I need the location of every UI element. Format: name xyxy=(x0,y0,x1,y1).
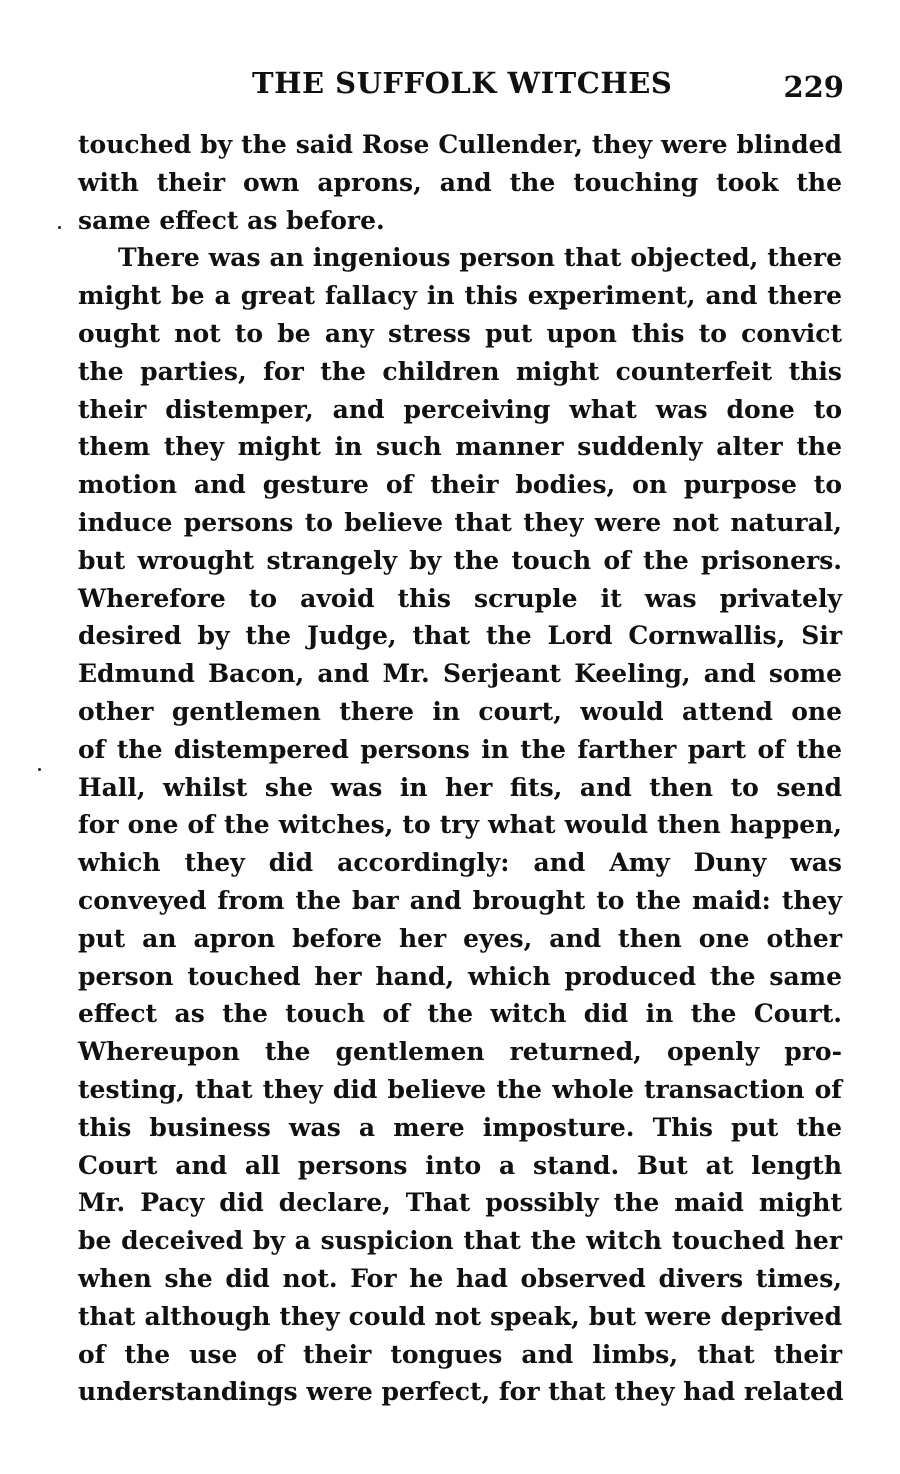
text-line: this business was a mere imposture. This put the xyxy=(78,1112,842,1142)
text-line: person touched her hand, which produced the same xyxy=(78,961,842,991)
text-line: when she did not. For he had observed divers times, xyxy=(78,1263,842,1293)
text-line: conveyed from the bar and brought to the maid: they xyxy=(78,885,842,915)
text-line: the parties, for the children might counterfeit this xyxy=(78,356,842,386)
text-line: put an apron before her eyes, and then one other xyxy=(78,923,842,953)
text-line: their distemper, and perceiving what was done to xyxy=(78,394,842,424)
text-line: might be a great fallacy in this experiment, and there xyxy=(78,281,842,311)
text-line: motion and gesture of their bodies, on purpose to xyxy=(78,470,842,500)
text-line: touched by the said Rose Cullender, they were blinded xyxy=(78,130,842,159)
text-line: Court and all persons into a stand. But at length xyxy=(78,1150,842,1180)
text-line: for one of the witches, to try what would then happen, xyxy=(78,810,842,840)
page-header xyxy=(76,60,844,106)
text-line: same effect as before. xyxy=(78,205,385,235)
text-line: them they might in such manner suddenly alter the xyxy=(78,432,842,462)
text-line: which they did accordingly: and Amy Duny was xyxy=(78,848,842,878)
text-line: that although they could not speak, but were deprived xyxy=(78,1301,842,1331)
stray-ink-mark xyxy=(58,226,61,229)
text-line: other gentlemen there in court, would attend one xyxy=(78,696,842,726)
text-line: ought not to be any stress put upon this to convict xyxy=(78,318,842,348)
text-line: There was an ingenious person that objected, there xyxy=(118,243,842,273)
text-line: testing, that they did believe the whole transaction of xyxy=(78,1074,842,1104)
text-line: effect as the touch of the witch did in the Court. xyxy=(78,999,842,1029)
text-line: Wherefore to avoid this scruple it was privately xyxy=(78,583,842,613)
text-line: but wrought strangely by the touch of the prisoners. xyxy=(78,545,842,575)
text-line: of the distempered persons in the farther part of the xyxy=(78,734,842,764)
body-text xyxy=(78,126,842,1411)
text-line: Mr. Pacy did declare, That possibly the maid might xyxy=(78,1188,842,1218)
text-line: induce persons to believe that they were not natural, xyxy=(78,507,842,537)
text-line: desired by the Judge, that the Lord Cornwallis, Sir xyxy=(78,621,842,651)
text-line: Hall, whilst she was in her fits, and then to send xyxy=(78,772,842,802)
text-line: be deceived by a suspicion that the witch touched her xyxy=(78,1226,842,1256)
running-head: THE SUFFOLK WITCHES xyxy=(252,66,673,100)
stray-ink-mark xyxy=(38,768,41,771)
page-number: 229 xyxy=(783,70,844,104)
text-line: Edmund Bacon, and Mr. Serjeant Keeling, and some xyxy=(78,659,842,689)
text-line: understandings were perfect, for that they had related xyxy=(78,1377,844,1407)
text-line: Whereupon the gentlemen returned, openly pro- xyxy=(78,1037,842,1067)
text-line: of the use of their tongues and limbs, that their xyxy=(78,1339,842,1369)
text-line: with their own aprons, and the touching took the xyxy=(78,167,842,197)
